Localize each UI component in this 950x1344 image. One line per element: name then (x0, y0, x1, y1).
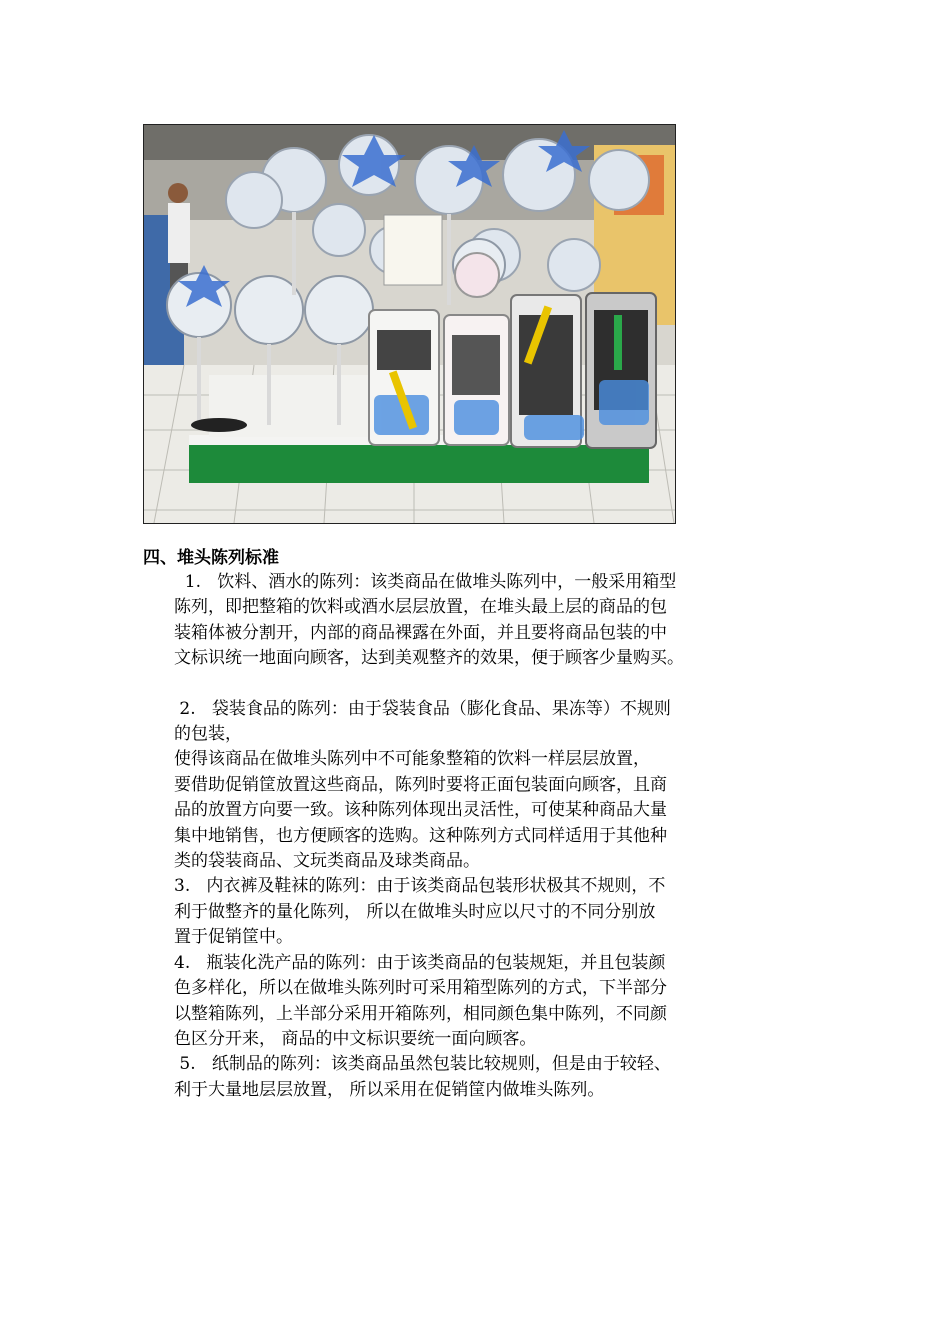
paragraph-line: 1. 饮料、酒水的陈列：该类商品在做堆头陈列中，一般采用箱型 (174, 572, 677, 592)
paragraph-line: 4. 瓶装化洗产品的陈列：由于该类商品的包装规矩，并且包装颜 (174, 952, 666, 973)
fan-display-illustration (144, 125, 675, 523)
paragraph-line: 装箱体被分割开，内部的商品裸露在外面，并且要将商品包装的中 (174, 622, 667, 643)
paragraph-line: 3. 内衣裤及鞋袜的陈列：由于该类商品包装形状极其不规则，不 (174, 876, 666, 897)
paragraph-line: 文标识统一地面向顾客，达到美观整齐的效果，便于顾客少量购买。 (174, 648, 684, 669)
paragraph-line: 利于做整齐的量化陈列， 所以在做堆头时应以尺寸的不同分别放 (174, 901, 656, 922)
paragraph-line: 的包装， (174, 724, 242, 745)
paragraph-line: 集中地销售，也方便顾客的选购。这种陈列方式同样适用于其他种 (174, 825, 667, 846)
display-photo (143, 124, 676, 524)
paragraph-line: 色区分开来， 商品的中文标识要统一面向顾客。 (174, 1028, 537, 1049)
paragraph-line: 5. 纸制品的陈列：该类商品虽然包装比较规则，但是由于较轻、 (174, 1054, 671, 1075)
paragraph-line: 置于促销筐中。 (174, 927, 293, 948)
paragraph-line: 陈列，即把整箱的饮料或酒水层层放置，在堆头最上层的商品的包 (174, 597, 667, 618)
paragraph-line: 利于大量地层层放置， 所以采用在促销筐内做堆头陈列。 (174, 1079, 605, 1100)
paragraph-line: 要借助促销筐放置这些商品，陈列时要将正面包装面向顾客，且商 (174, 774, 667, 795)
paragraph-gap (174, 672, 824, 697)
paragraph-line: 品的放置方向要一致。该种陈列体现出灵活性，可使某种商品大量 (174, 800, 667, 821)
paragraph-line: 以整箱陈列，上半部分采用开箱陈列，相同颜色集中陈列，不同颜 (174, 1003, 667, 1024)
body-text (174, 570, 824, 1103)
paragraph-line: 类的袋装商品、文玩类商品及球类商品。 (174, 851, 480, 872)
paragraph-line: 使得该商品在做堆头陈列中不可能象整箱的饮料一样层层放置， (174, 749, 650, 770)
paragraph-line: 2. 袋装食品的陈列：由于袋装食品（膨化食品、果冻等）不规则 (174, 698, 671, 719)
paragraph-line: 色多样化，所以在做堆头陈列时可采用箱型陈列的方式，下半部分 (174, 978, 667, 999)
section-heading: 四、堆头陈列标准 (143, 548, 279, 568)
